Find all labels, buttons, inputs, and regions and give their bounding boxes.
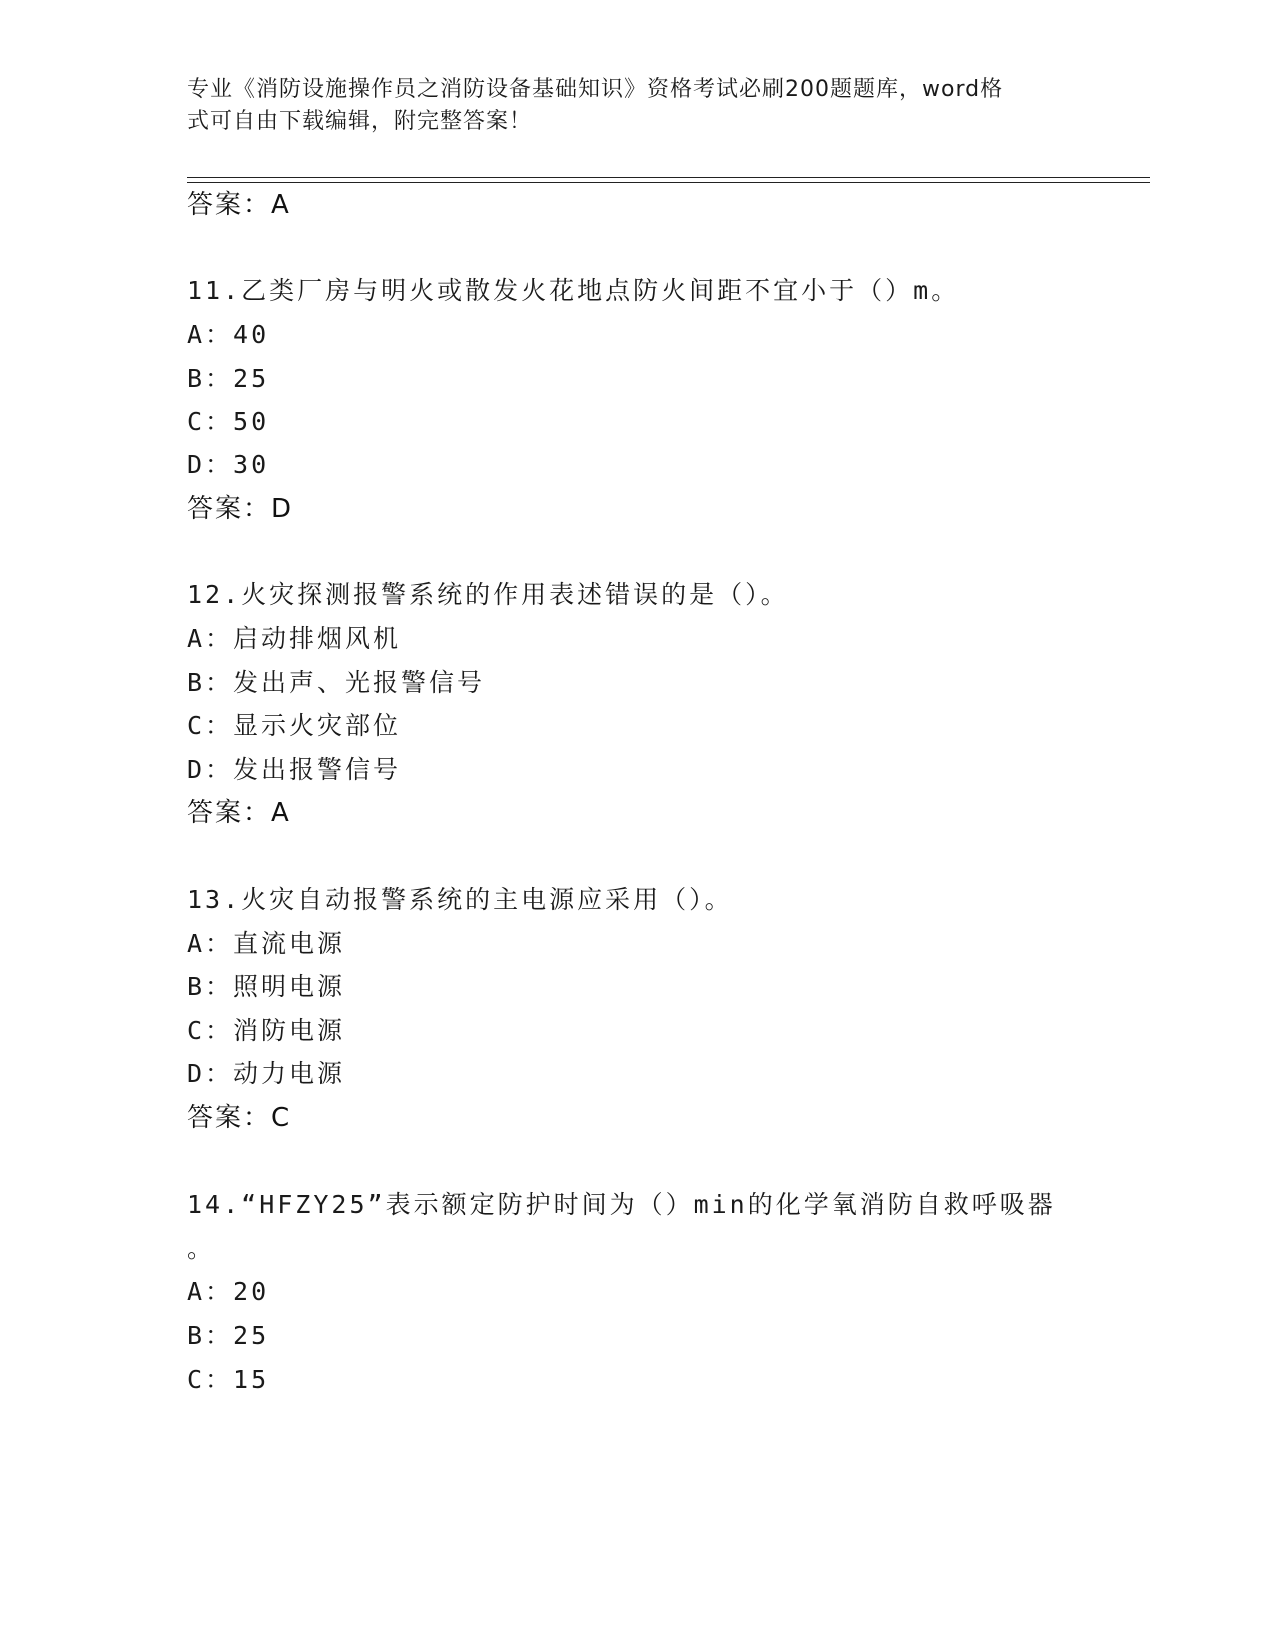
question-11-option-c: C：50 bbox=[187, 407, 270, 436]
question-11-option-b: B：25 bbox=[187, 364, 270, 393]
header-line-2: 式可自由下载编辑，附完整答案！ bbox=[187, 109, 533, 134]
question-13-answer: 答案：C bbox=[187, 1103, 292, 1133]
question-14-option-b: B：25 bbox=[187, 1321, 270, 1350]
question-12-option-d: D：发出报警信号 bbox=[187, 755, 402, 784]
question-13-stem: 13.火灾自动报警系统的主电源应采用（）。 bbox=[187, 885, 733, 914]
question-14-stem-line-2: 。 bbox=[187, 1234, 216, 1263]
header-divider-top bbox=[187, 177, 1150, 178]
question-11-stem: 11.乙类厂房与明火或散发火花地点防火间距不宜小于（）m。 bbox=[187, 276, 960, 305]
header-divider-bottom bbox=[187, 182, 1150, 183]
question-13-option-c: C：消防电源 bbox=[187, 1016, 346, 1045]
question-13-option-b: B：照明电源 bbox=[187, 972, 346, 1001]
question-11-answer: 答案：D bbox=[187, 494, 294, 524]
question-12-answer: 答案：A bbox=[187, 798, 291, 828]
question-14-option-c: C：15 bbox=[187, 1365, 270, 1394]
question-11-option-d: D：30 bbox=[187, 450, 270, 479]
question-12-option-c: C：显示火灾部位 bbox=[187, 711, 402, 740]
prev-answer: 答案：A bbox=[187, 190, 291, 220]
document-header bbox=[187, 74, 1087, 138]
question-14-option-a: A：20 bbox=[187, 1277, 270, 1306]
header-line-1: 专业《消防设施操作员之消防设备基础知识》资格考试必刷200题题库，word格 bbox=[187, 77, 1004, 102]
question-12-option-b: B：发出声、光报警信号 bbox=[187, 668, 486, 697]
question-11-option-a: A：40 bbox=[187, 320, 270, 349]
question-14-stem-line-1: 14.“HFZY25”表示额定防护时间为（）min的化学氧消防自救呼吸器 bbox=[187, 1190, 1056, 1219]
question-13-option-d: D：动力电源 bbox=[187, 1059, 346, 1088]
question-12-option-a: A：启动排烟风机 bbox=[187, 624, 402, 653]
question-12-stem: 12.火灾探测报警系统的作用表述错误的是（）。 bbox=[187, 580, 789, 609]
question-13-option-a: A：直流电源 bbox=[187, 929, 346, 958]
